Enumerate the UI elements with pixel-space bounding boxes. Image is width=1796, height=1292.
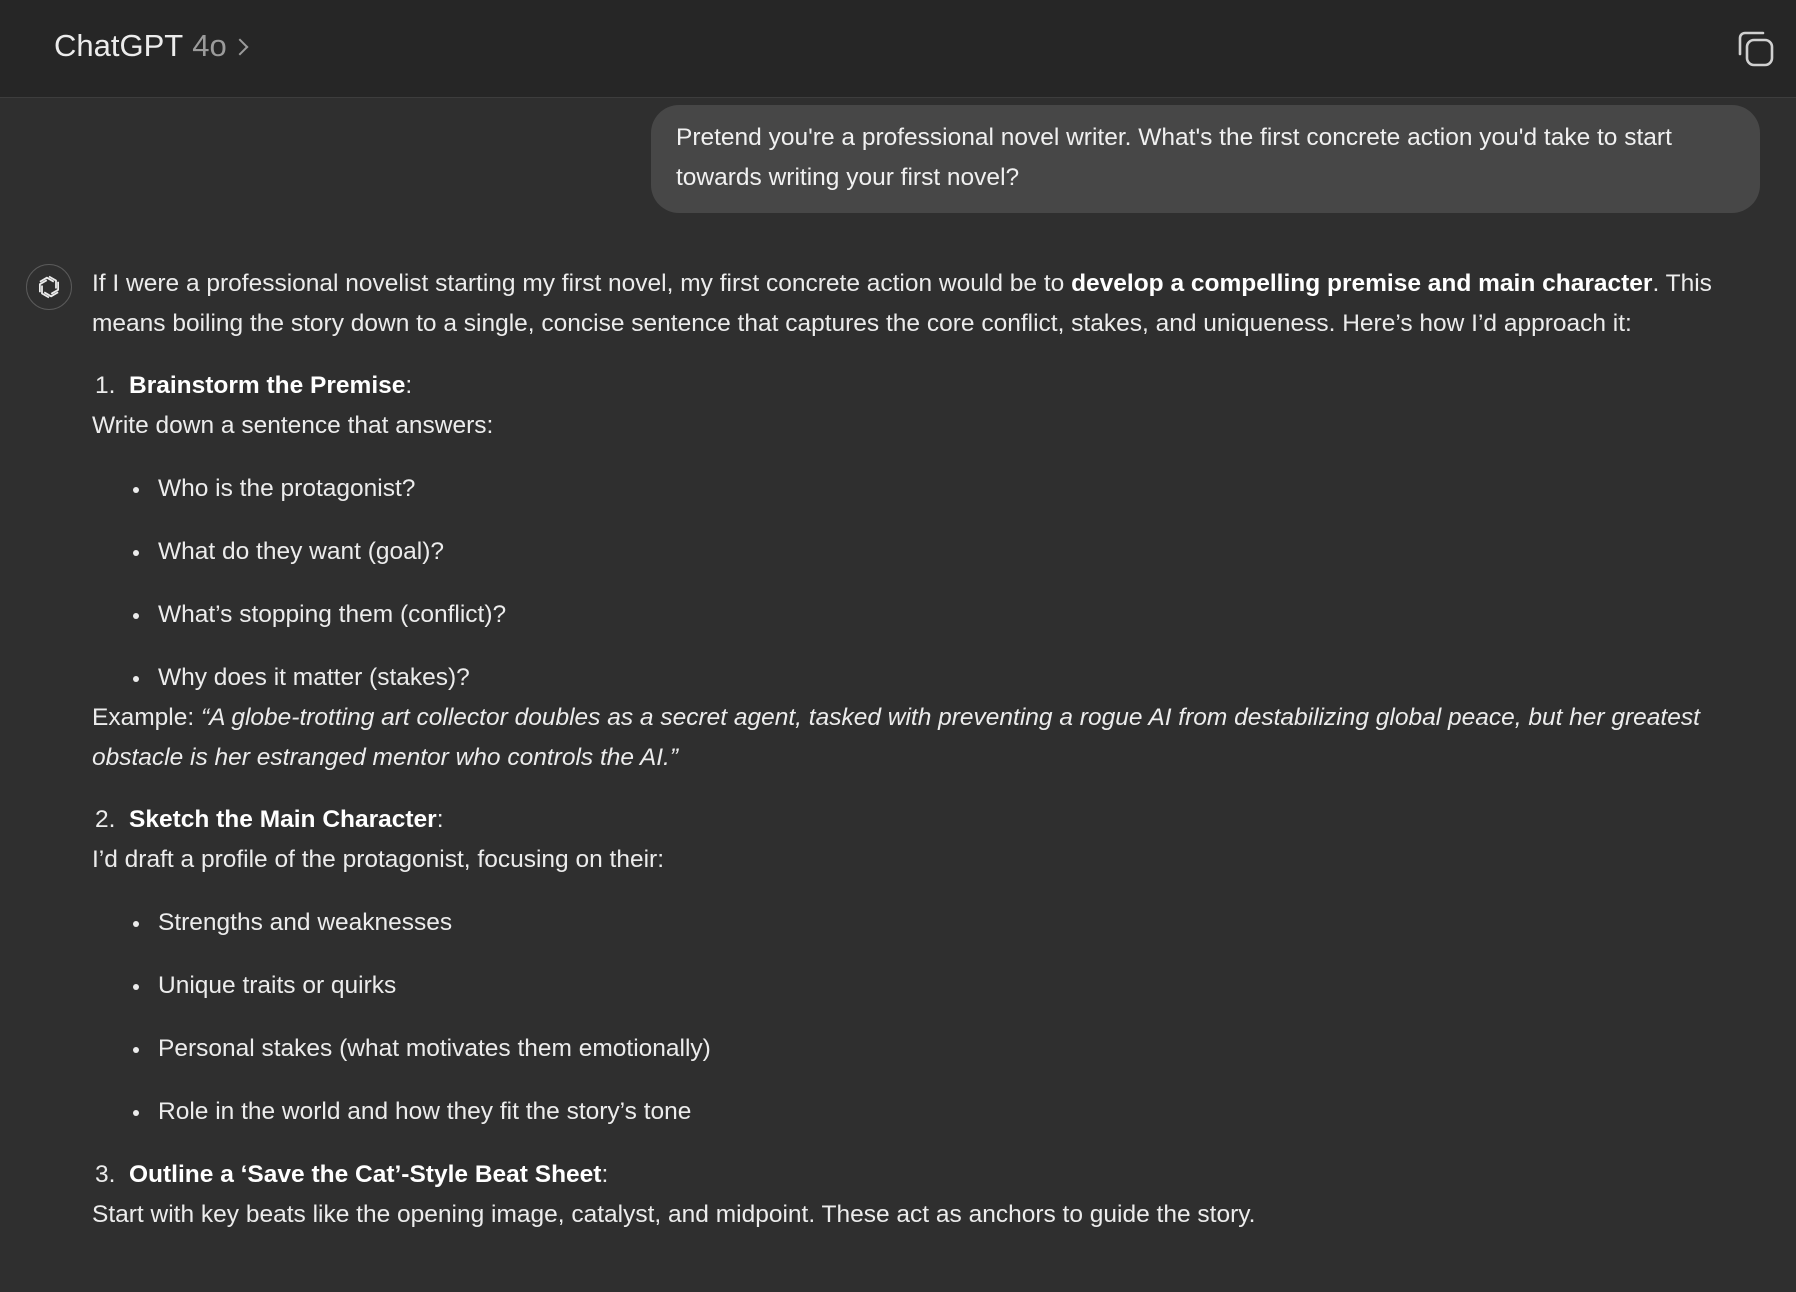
- list-item: Unique traits or quirks: [92, 966, 1712, 1006]
- example-label: Example:: [92, 704, 201, 731]
- section-lead: I’d draft a profile of the protagonist, focusing on their:: [92, 846, 665, 873]
- openai-logo-icon: [34, 272, 64, 302]
- new-chat-icon: [1736, 28, 1776, 68]
- section-title: Brainstorm the Premise: [129, 372, 406, 399]
- example-text: “A globe-trotting art collector doubles as a secret agent, tasked with preventing a rogue AI from destabilizing global peace, but her greatest obstacle is her estranged mentor who controls the AI.”: [92, 704, 1700, 771]
- new-chat-button[interactable]: [1736, 28, 1776, 68]
- list-item: What’s stopping them (conflict)?: [92, 595, 1712, 635]
- list-item: Personal stakes (what motivates them emotionally): [92, 1029, 1712, 1069]
- section-lead: Write down a sentence that answers:: [92, 412, 494, 439]
- intro-text: If I were a professional novelist starting my first novel, my first concrete action would be to: [92, 270, 1072, 297]
- chevron-right-icon: [231, 39, 248, 56]
- app-name: ChatGPT: [54, 28, 184, 63]
- conversation: [0, 98, 1796, 1292]
- model-name: 4o: [192, 28, 227, 63]
- section-heading: [92, 366, 1712, 406]
- section-lead: Start with key beats like the opening image, catalyst, and midpoint. These act as anchors to guide the story.: [92, 1201, 1256, 1228]
- example-paragraph: [92, 698, 1712, 778]
- user-message-text: Pretend you're a professional novel writer. What's the first concrete action you'd take to start towards writing your first novel?: [676, 124, 1672, 191]
- model-selector[interactable]: [54, 28, 246, 64]
- section-number: 3.: [95, 1161, 116, 1188]
- section-heading: [92, 800, 1712, 840]
- section-title: Outline a ‘Save the Cat’-Style Beat Sheet: [129, 1161, 602, 1188]
- intro-text-continued: . This means boiling the story down to a single, concise sentence that captures the core conflict, stakes, and uniqueness. Here’s how I’d approach it:: [92, 270, 1712, 337]
- section-heading: [92, 1155, 1712, 1195]
- section-number: 2.: [95, 806, 116, 833]
- assistant-message: [92, 264, 1712, 1235]
- section-number: 1.: [95, 372, 116, 399]
- section-title: Sketch the Main Character: [129, 806, 437, 833]
- intro-bold: develop a compelling premise and main character: [1071, 270, 1653, 297]
- bullet-list: [92, 903, 1712, 1132]
- section-colon: :: [436, 806, 444, 833]
- section-colon: :: [405, 372, 413, 399]
- intro-paragraph: [92, 264, 1712, 344]
- top-bar: [0, 0, 1796, 98]
- list-item: Role in the world and how they fit the story’s tone: [92, 1092, 1712, 1132]
- section-colon: :: [601, 1161, 609, 1188]
- list-item: What do they want (goal)?: [92, 532, 1712, 572]
- bullet-list: [92, 469, 1712, 698]
- list-item: Why does it matter (stakes)?: [92, 658, 1712, 698]
- user-message-bubble: [651, 105, 1760, 213]
- list-item: Who is the protagonist?: [92, 469, 1712, 509]
- list-item: Strengths and weaknesses: [92, 903, 1712, 943]
- assistant-avatar: [26, 264, 72, 310]
